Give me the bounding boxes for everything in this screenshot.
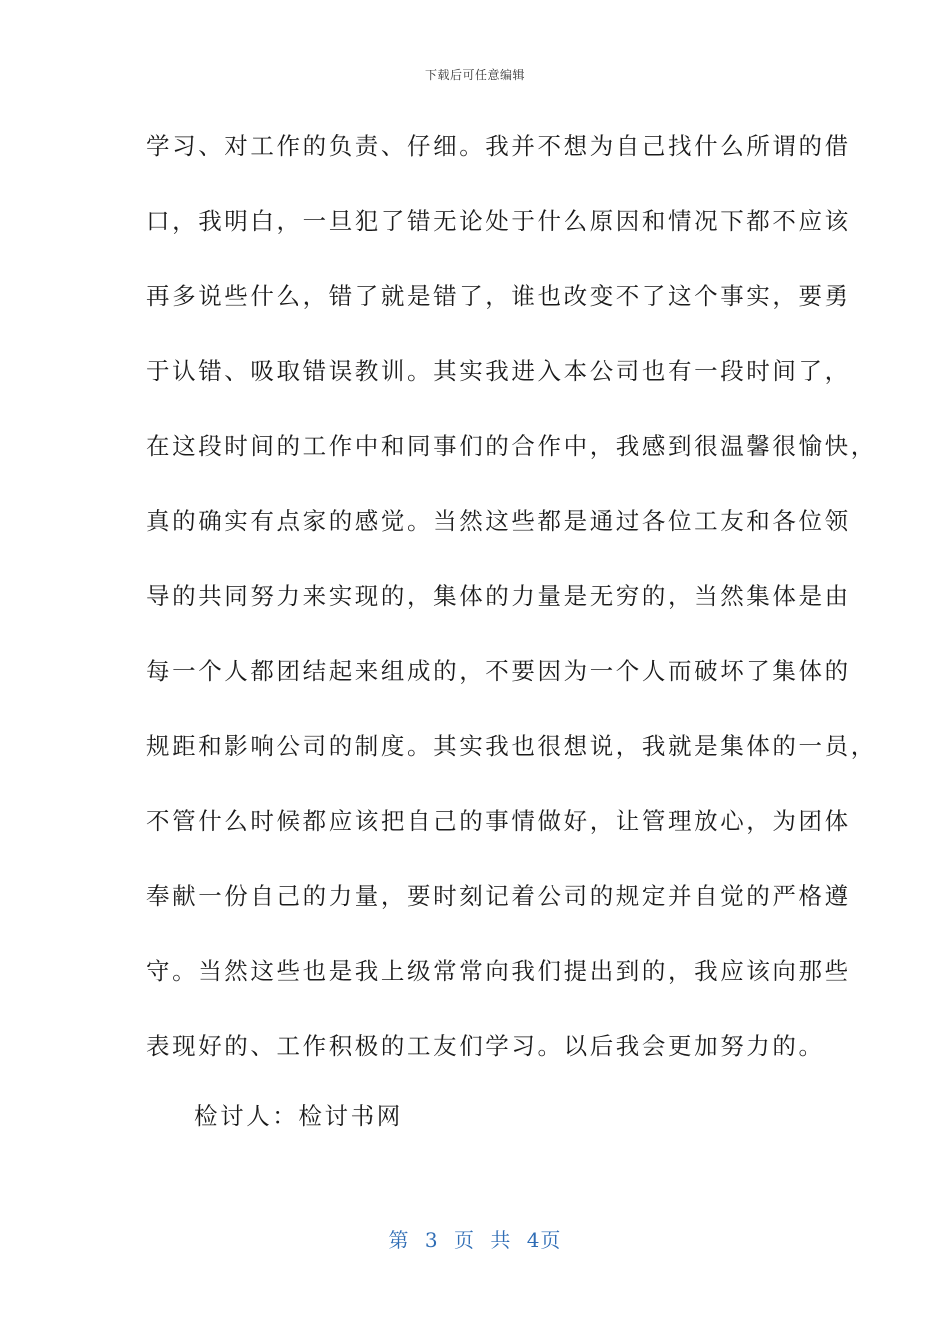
paragraph-line: 导的共同努力来实现的，集体的力量是无穷的，当然集体是由: [146, 582, 851, 610]
paragraph-line: 于认错、吸取错误教训。其实我进入本公司也有一段时间了，: [146, 357, 851, 385]
paragraph-line: 在这段时间的工作中和同事们的合作中，我感到很温馨很愉快，: [146, 432, 877, 460]
paragraph-line: 每一个人都团结起来组成的，不要因为一个人而破坏了集体的: [146, 657, 851, 685]
paragraph-line: 真的确实有点家的感觉。当然这些都是通过各位工友和各位领: [146, 507, 851, 535]
paragraph-line: 规距和影响公司的制度。其实我也很想说，我就是集体的一员，: [146, 732, 877, 760]
document-body: [146, 124, 877, 1099]
paragraph-line: 口，我明白，一旦犯了错无论处于什么原因和情况下都不应该: [146, 207, 851, 235]
page-header-note: 下载后可任意编辑: [424, 68, 525, 82]
page-number-footer: 第 3 页 共 4页: [388, 1228, 562, 1252]
paragraph-line: 不管什么时候都应该把自己的事情做好，让管理放心，为团体: [146, 807, 851, 835]
paragraph-line: 再多说些什么，错了就是错了，谁也改变不了这个事实，要勇: [146, 282, 851, 310]
paragraph-line: 学习、对工作的负责、仔细。我并不想为自己找什么所谓的借: [146, 132, 851, 160]
paragraph-line: 奉献一份自己的力量，要时刻记着公司的规定并自觉的严格遵: [146, 882, 851, 910]
paragraph-line: 守。当然这些也是我上级常常向我们提出到的，我应该向那些: [146, 957, 851, 985]
signature-line: 检讨人：检讨书网: [194, 1102, 403, 1130]
paragraph-line: 表现好的、工作积极的工友们学习。以后我会更加努力的。: [146, 1032, 825, 1060]
